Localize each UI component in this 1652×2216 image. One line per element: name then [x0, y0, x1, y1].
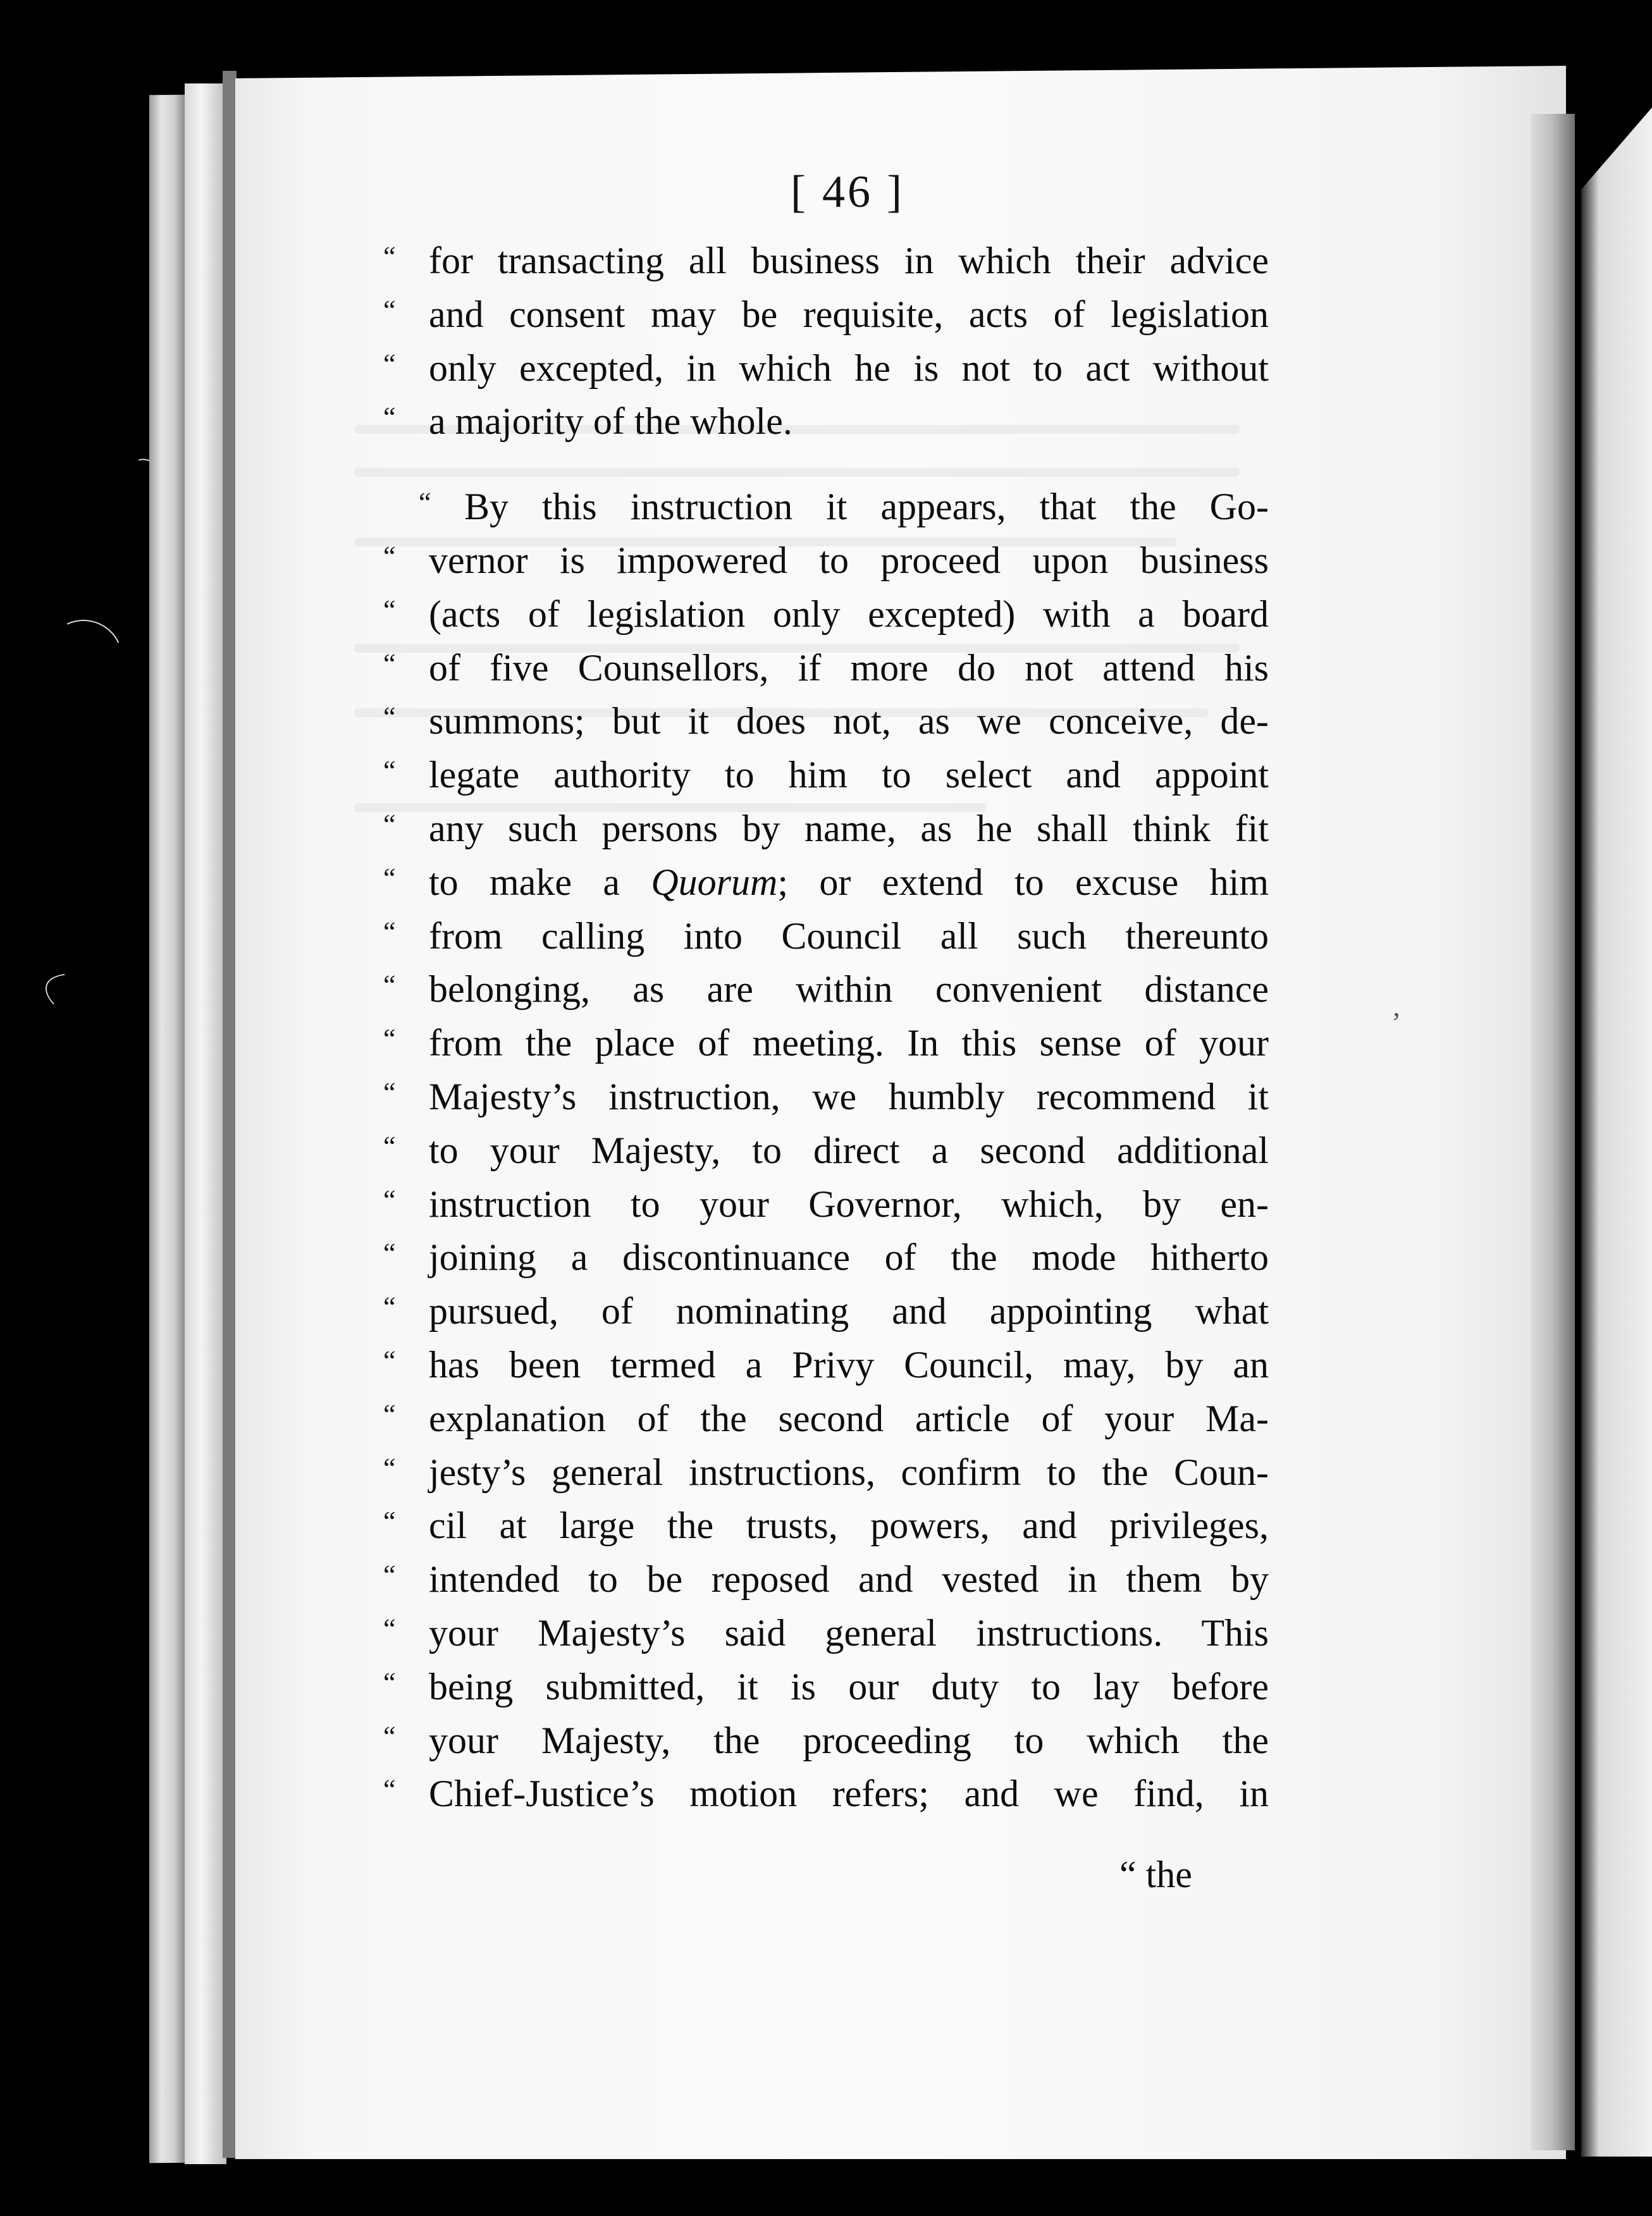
- quote-mark: “: [383, 241, 396, 272]
- text-line: [383, 1338, 1269, 1392]
- text-line: [383, 1178, 1269, 1231]
- line-text: explanation of the second article of your Ma-: [429, 1397, 1269, 1439]
- text-line: [383, 480, 1269, 534]
- quote-mark: “: [383, 1345, 396, 1376]
- line-text: for transacting all business in which their advice: [429, 240, 1269, 281]
- adjacent-page-edge: [1581, 108, 1652, 2157]
- quote-mark: “: [419, 487, 431, 519]
- line-text: only excepted, in which he is not to act without: [429, 347, 1269, 389]
- line-text: a majority of the whole.: [429, 400, 792, 443]
- quote-mark: “: [383, 648, 396, 679]
- line-text: from calling into Council all such thereunto: [429, 914, 1269, 957]
- text-line: [383, 1606, 1269, 1660]
- text-line: [383, 1660, 1269, 1714]
- page-fold-shadow: [1531, 114, 1575, 2150]
- quote-mark: “: [383, 402, 396, 433]
- quote-mark: “: [383, 1023, 396, 1055]
- text-line: [383, 1231, 1269, 1284]
- line-text: pursued, of nominating and appointing what: [429, 1290, 1269, 1333]
- quote-mark: “: [383, 1130, 396, 1162]
- line-text: being submitted, it is our duty to lay before: [429, 1665, 1269, 1708]
- quote-mark: “: [383, 808, 396, 840]
- text-line: [383, 1070, 1269, 1124]
- page-number: [ 46 ]: [791, 166, 904, 217]
- text-line: [383, 694, 1269, 748]
- text-line: [383, 1446, 1269, 1499]
- text-line: [383, 856, 1269, 909]
- quote-mark: “: [383, 1720, 396, 1752]
- line-text: joining a discontinuance of the mode hitherto: [429, 1236, 1269, 1279]
- quote-mark: “: [383, 1238, 396, 1269]
- quote-mark: “: [383, 755, 396, 787]
- line-text: belonging, as are within convenient distance: [429, 968, 1269, 1011]
- text-line: [383, 588, 1269, 641]
- quote-mark: “: [383, 594, 396, 625]
- text-line: [383, 963, 1269, 1016]
- text-line: [383, 234, 1269, 288]
- text-line: [383, 802, 1269, 856]
- line-text: jesty’s general instructions, confirm to the Coun-: [429, 1451, 1269, 1493]
- line-text: cil at large the trusts, powers, and privileges,: [429, 1505, 1269, 1547]
- quote-mark: “: [383, 540, 396, 572]
- line-text: of five Counsellors, if more do not attend his: [429, 646, 1269, 689]
- text-line: [383, 1499, 1269, 1553]
- text-line: [383, 1553, 1269, 1606]
- quote-mark: “: [383, 1184, 396, 1216]
- quote-mark: “: [383, 970, 396, 1001]
- quote-mark: “: [383, 1398, 396, 1430]
- quote-mark: “: [383, 1076, 396, 1108]
- quote-mark: “: [383, 1560, 396, 1591]
- quote-mark: “: [383, 1291, 396, 1323]
- scratch-mark: [34, 609, 134, 710]
- line-text: to make a Quorum; or extend to excuse him: [429, 861, 1269, 903]
- line-text: intended to be reposed and vested in them by: [429, 1558, 1269, 1601]
- text-line: [383, 534, 1269, 588]
- text-line: [383, 1767, 1269, 1821]
- line-text: Chief-Justice’s motion refers; and we find, in: [429, 1773, 1269, 1815]
- line-text: any such persons by name, as he shall think fit: [429, 807, 1269, 849]
- quote-mark: “: [383, 1774, 396, 1806]
- text-line: [383, 748, 1269, 802]
- body-text: [383, 234, 1269, 1821]
- line-text: your Majesty’s said general instructions. This: [429, 1611, 1269, 1654]
- line-text: from the place of meeting. In this sense of your: [429, 1022, 1269, 1064]
- quote-mark: “: [383, 916, 396, 947]
- quote-mark: “: [383, 1506, 396, 1537]
- line-text: Majesty’s instruction, we humbly recommend it: [429, 1075, 1269, 1117]
- ink-speck: ’: [1391, 1006, 1402, 1038]
- line-text: your Majesty, the proceeding to which the: [429, 1719, 1269, 1761]
- line-text: has been termed a Privy Council, may, by an: [429, 1343, 1269, 1386]
- text-line: [383, 342, 1269, 395]
- text-line: [383, 641, 1269, 695]
- quote-mark: “: [383, 701, 396, 733]
- line-text: to your Majesty, to direct a second additional: [429, 1129, 1269, 1171]
- line-text: summons; but it does not, as we conceive, de-: [429, 700, 1269, 742]
- paragraph-gap: [383, 448, 1269, 480]
- line-text: legate authority to him to select and appoint: [429, 754, 1269, 796]
- book-gutter-shadow: [223, 71, 237, 2158]
- line-text: By this instruction it appears, that the Go-: [464, 486, 1269, 528]
- text-line: [383, 909, 1269, 963]
- line-text: vernor is impowered to proceed upon business: [429, 539, 1269, 581]
- quote-mark: “: [383, 294, 396, 326]
- text-line: [383, 395, 1269, 448]
- text-line: [383, 1284, 1269, 1338]
- text-line: [383, 1714, 1269, 1768]
- line-text: (acts of legislation only excepted) with a board: [429, 593, 1269, 635]
- line-text: and consent may be requisite, acts of legislation: [429, 293, 1269, 335]
- book-fore-edge: [185, 83, 226, 2164]
- text-line: [383, 1392, 1269, 1446]
- italic-word: Quorum: [651, 861, 778, 903]
- quote-mark: “: [383, 1666, 396, 1698]
- text-line: [383, 288, 1269, 342]
- catchword: “ the: [1119, 1854, 1192, 1895]
- quote-mark: “: [383, 1452, 396, 1484]
- book-fore-edge: [149, 95, 185, 2164]
- text-line: [383, 1124, 1269, 1178]
- quote-mark: “: [383, 862, 396, 894]
- quote-mark: “: [383, 348, 396, 379]
- line-text: instruction to your Governor, which, by en-: [429, 1183, 1269, 1225]
- quote-mark: “: [383, 1613, 396, 1644]
- text-line: [383, 1016, 1269, 1070]
